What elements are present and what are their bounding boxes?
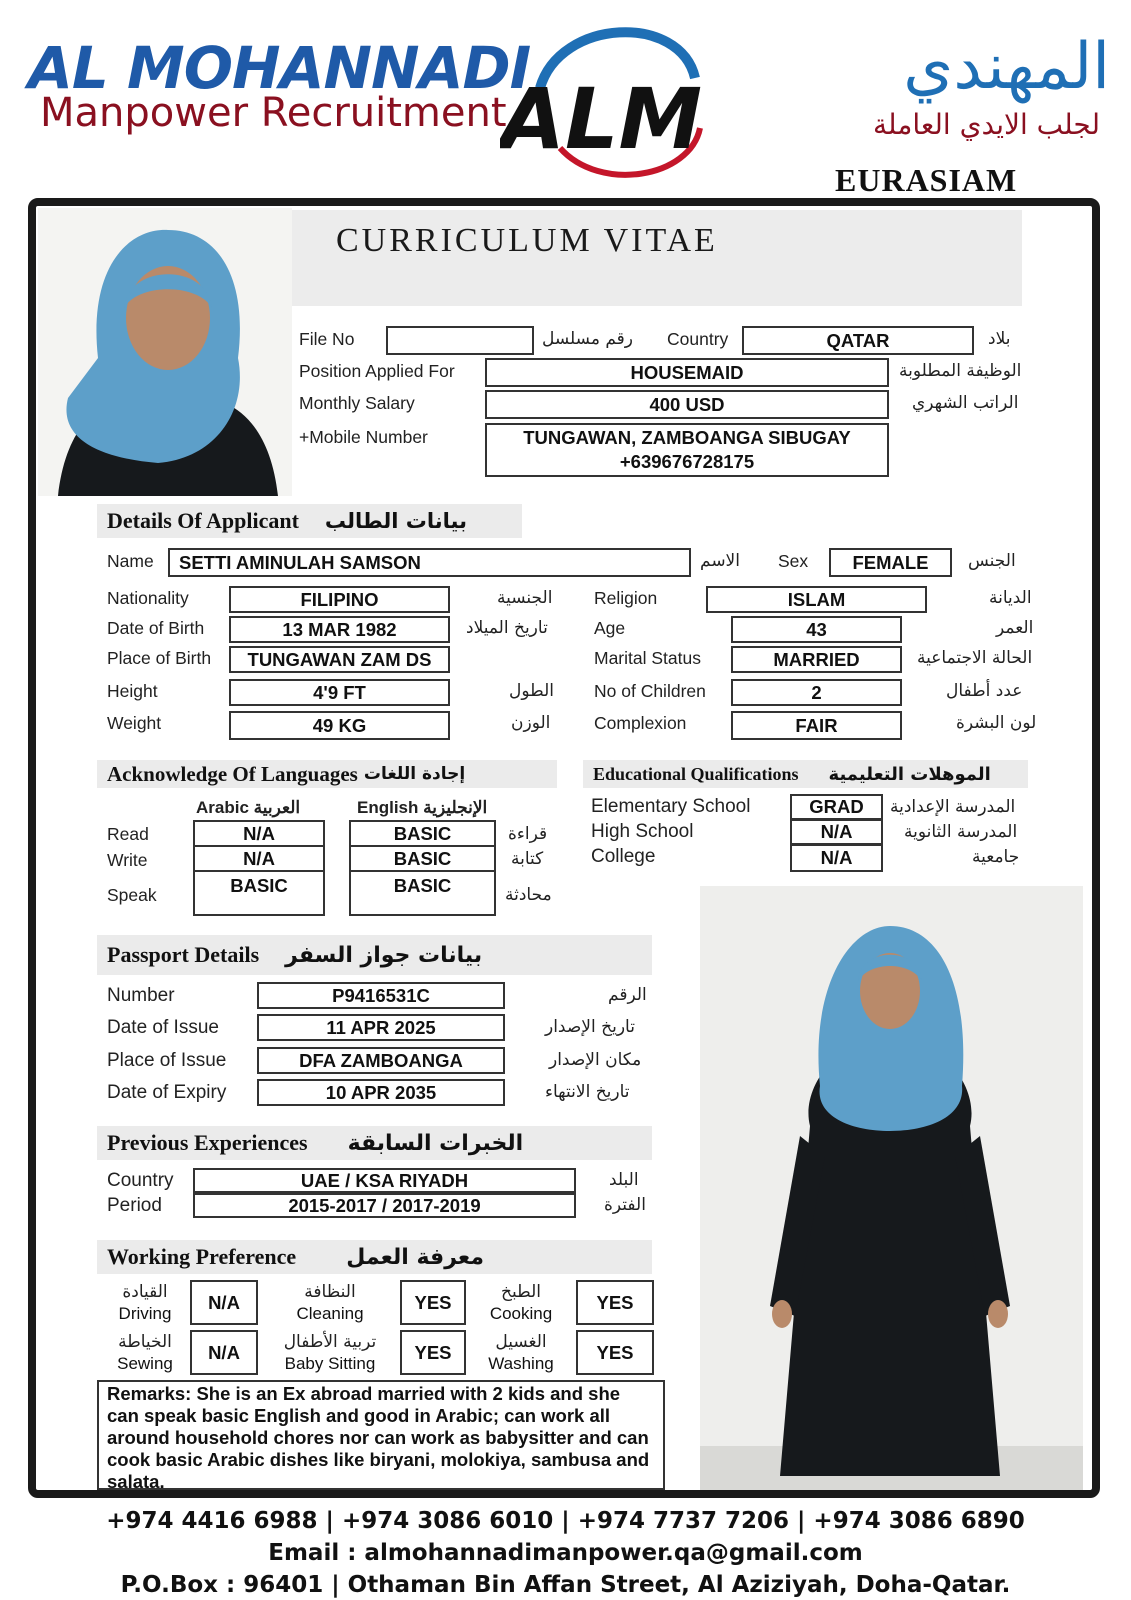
cooking-label-ar: الطبخ [501, 1282, 541, 1302]
name-label-ar: الاسم [700, 551, 740, 571]
high-school-label-ar: المدرسة الثانوية [904, 822, 1018, 842]
applicant-section-title: Details Of Applicant [107, 508, 299, 533]
passport-section-header [97, 935, 652, 975]
brand-subtitle: Manpower Recruitment [40, 90, 507, 136]
children-value: 2 [731, 679, 902, 706]
exp-country-label-ar: البلد [609, 1170, 639, 1190]
cleaning-label [280, 1281, 380, 1325]
nationality-label-ar: الجنسية [497, 588, 553, 608]
remarks-box: Remarks: She is an Ex abroad married with 2 kids and she can speak basic English and good in Arabic; can work all around household chores nor can work as babysitter and can cook basic Arabic dishes like biryani, molokiya, sambusa and salata. [97, 1380, 665, 1490]
issue-place-label-ar: مكان الإصدار [549, 1050, 642, 1070]
brand-name-arabic: المهندي [903, 30, 1110, 104]
write-arabic-value: N/A [193, 845, 325, 872]
experience-section-header [97, 1126, 652, 1160]
complexion-label-ar: لون البشرة [956, 713, 1037, 733]
education-section-title-ar: الموهلات التعليمية [828, 763, 991, 785]
languages-section-title-ar: إجادة اللغات [363, 764, 466, 784]
full-body-photo [700, 886, 1083, 1490]
washing-label-en: Washing [488, 1354, 554, 1373]
passport-section-title: Passport Details [107, 942, 260, 967]
elementary-label-ar: المدرسة الإعدادية [890, 797, 1016, 817]
salary-label: Monthly Salary [299, 393, 415, 413]
cooking-label-en: Cooking [489, 1304, 553, 1323]
height-label-ar: الطول [509, 681, 554, 701]
file-no-value [386, 326, 534, 355]
height-value: 4'9 FT [229, 679, 450, 706]
baby-sitting-label [274, 1331, 386, 1375]
issue-place-label: Place of Issue [107, 1050, 227, 1071]
footer-email: Email : almohannadimanpower.qa@gmail.com [268, 1540, 863, 1566]
college-label: College [591, 846, 656, 867]
passport-number-label: Number [107, 985, 175, 1006]
mobile-value-line1: TUNGAWAN, ZAMBOANGA SIBUGAY [523, 427, 851, 448]
name-label: Name [107, 551, 154, 571]
marital-label: Marital Status [594, 648, 701, 668]
dob-value: 13 MAR 1982 [229, 616, 450, 643]
languages-section-header [97, 760, 557, 788]
speak-arabic-value: BASIC [193, 870, 325, 916]
applicant-section-title-ar: بيانات الطالب [324, 509, 467, 533]
cleaning-label-en: Cleaning [296, 1304, 364, 1323]
file-no-label-ar: رقم مسلسل [542, 329, 633, 349]
elementary-label: Elementary School [591, 796, 751, 817]
arabic-column-header: Arabic العربية [196, 798, 301, 817]
read-arabic-value: N/A [193, 820, 325, 847]
pob-value: TUNGAWAN ZAM DS [229, 646, 450, 673]
sex-value: FEMALE [829, 548, 952, 577]
baby-sitting-label-ar: تربية الأطفال [283, 1332, 377, 1352]
country-label: Country [667, 329, 729, 349]
mobile-value [485, 423, 889, 477]
baby-sitting-value: YES [400, 1330, 466, 1375]
nationality-label: Nationality [107, 588, 189, 608]
brand-name: AL MOHANNADI [28, 34, 531, 102]
write-english-value: BASIC [349, 845, 496, 872]
washing-label [472, 1331, 570, 1375]
religion-label: Religion [594, 588, 658, 608]
read-label-ar: قراءة [508, 824, 548, 844]
religion-value: ISLAM [706, 586, 927, 613]
cv-title: CURRICULUM VITAE [336, 222, 718, 259]
nationality-value: FILIPINO [229, 586, 450, 613]
sewing-label [104, 1331, 186, 1375]
exp-period-label-ar: الفترة [604, 1195, 646, 1215]
preference-section-header [97, 1240, 652, 1274]
footer-phones: +974 4416 6988 | +974 3086 6010 | +974 7737 7206 | +974 3086 6890 [106, 1508, 1025, 1534]
sex-label-ar: الجنس [968, 551, 1016, 571]
read-english-value: BASIC [349, 820, 496, 847]
country-label-ar: بلاد [988, 329, 1011, 349]
baby-sitting-label-en: Baby Sitting [284, 1354, 376, 1373]
complexion-label: Complexion [594, 713, 687, 733]
experience-section-title: Previous Experiences [107, 1130, 308, 1155]
write-label: Write [107, 850, 148, 870]
portrait-photo [38, 208, 292, 496]
sex-label: Sex [778, 551, 809, 571]
college-label-ar: جامعية [972, 847, 1020, 867]
weight-label-ar: الوزن [511, 713, 551, 733]
washing-label-ar: الغسيل [495, 1332, 547, 1352]
salary-label-ar: الراتب الشهري [912, 393, 1019, 413]
exp-period-value: 2015-2017 / 2017-2019 [193, 1193, 576, 1218]
weight-label: Weight [107, 713, 162, 733]
footer-address: P.O.Box : 96401 | Othaman Bin Affan Street, Al Aziziyah, Doha-Qatar. [120, 1572, 1011, 1598]
mobile-value-line2: +639676728175 [619, 451, 755, 472]
expiry-date-label-ar: تاريخ الانتهاء [545, 1082, 630, 1102]
logo-text: ALM [500, 70, 703, 168]
brand-subtitle-arabic: لجلب الايدي العاملة [873, 108, 1100, 141]
mobile-label: +Mobile Number [299, 427, 428, 447]
high-school-value: N/A [790, 819, 883, 845]
preference-section-title-ar: معرفة العمل [346, 1244, 484, 1270]
dob-label-ar: تاريخ الميلاد [466, 618, 548, 638]
name-value: SETTI AMINULAH SAMSON [168, 548, 691, 577]
weight-value: 49 KG [229, 711, 450, 740]
speak-english-value: BASIC [349, 870, 496, 916]
agency-tag: EURASIAM [835, 162, 1018, 198]
expiry-date-label: Date of Expiry [107, 1082, 227, 1103]
marital-value: MARRIED [731, 646, 902, 673]
speak-label: Speak [107, 885, 157, 905]
position-label-ar: الوظيفة المطلوبة [899, 361, 1022, 381]
preference-section-title: Working Preference [107, 1244, 297, 1269]
country-value: QATAR [742, 326, 974, 355]
driving-label [104, 1281, 186, 1325]
cooking-value: YES [576, 1280, 654, 1325]
issue-date-value: 11 APR 2025 [257, 1014, 505, 1041]
high-school-label: High School [591, 821, 694, 842]
children-label: No of Children [594, 681, 706, 701]
education-section-header [583, 760, 1028, 788]
cleaning-label-ar: النظافة [304, 1282, 356, 1302]
dob-label: Date of Birth [107, 618, 205, 638]
driving-label-en: Driving [118, 1304, 172, 1323]
cleaning-value: YES [400, 1280, 466, 1325]
applicant-section-header [97, 504, 522, 538]
speak-label-ar: محادثة [505, 885, 552, 905]
sewing-label-en: Sewing [117, 1354, 173, 1373]
driving-label-ar: القيادة [122, 1282, 168, 1302]
age-label-ar: العمر [996, 618, 1034, 638]
marital-label-ar: الحالة الاجتماعية [917, 648, 1033, 668]
file-no-label: File No [299, 329, 355, 349]
education-section-title: Educational Qualifications [593, 763, 799, 784]
exp-country-value: UAE / KSA RIYADH [193, 1168, 576, 1193]
salary-value: 400 USD [485, 390, 889, 419]
languages-section-title: Acknowledge Of Languages [107, 761, 358, 786]
exp-country-label: Country [107, 1170, 174, 1191]
college-value: N/A [790, 844, 883, 872]
experience-section-title-ar: الخبرات السابقة [347, 1130, 524, 1156]
age-value: 43 [731, 616, 902, 643]
passport-number-label-ar: الرقم [608, 985, 647, 1005]
pob-label: Place of Birth [107, 648, 212, 668]
position-value: HOUSEMAID [485, 358, 889, 387]
passport-number-value: P9416531C [257, 982, 505, 1009]
expiry-date-value: 10 APR 2035 [257, 1079, 505, 1106]
elementary-value: GRAD [790, 794, 883, 820]
age-label: Age [594, 618, 626, 638]
cooking-label [472, 1281, 570, 1325]
read-label: Read [107, 824, 149, 844]
position-label: Position Applied For [299, 361, 455, 381]
exp-period-label: Period [107, 1195, 162, 1216]
complexion-value: FAIR [731, 711, 902, 740]
religion-label-ar: الديانة [989, 588, 1032, 608]
alm-logo [500, 18, 730, 178]
sewing-value: N/A [190, 1330, 258, 1375]
passport-section-title-ar: بيانات جواز السفر [285, 942, 483, 968]
issue-place-value: DFA ZAMBOANGA [257, 1047, 505, 1074]
height-label: Height [107, 681, 158, 701]
washing-value: YES [576, 1330, 654, 1375]
issue-date-label: Date of Issue [107, 1017, 219, 1038]
driving-value: N/A [190, 1280, 258, 1325]
children-label-ar: عدد أطفال [946, 681, 1023, 701]
write-label-ar: كتابة [511, 849, 544, 869]
issue-date-label-ar: تاريخ الإصدار [545, 1017, 635, 1037]
english-column-header: English الإنجليزية [357, 798, 488, 817]
sewing-label-ar: الخياطة [118, 1332, 172, 1352]
